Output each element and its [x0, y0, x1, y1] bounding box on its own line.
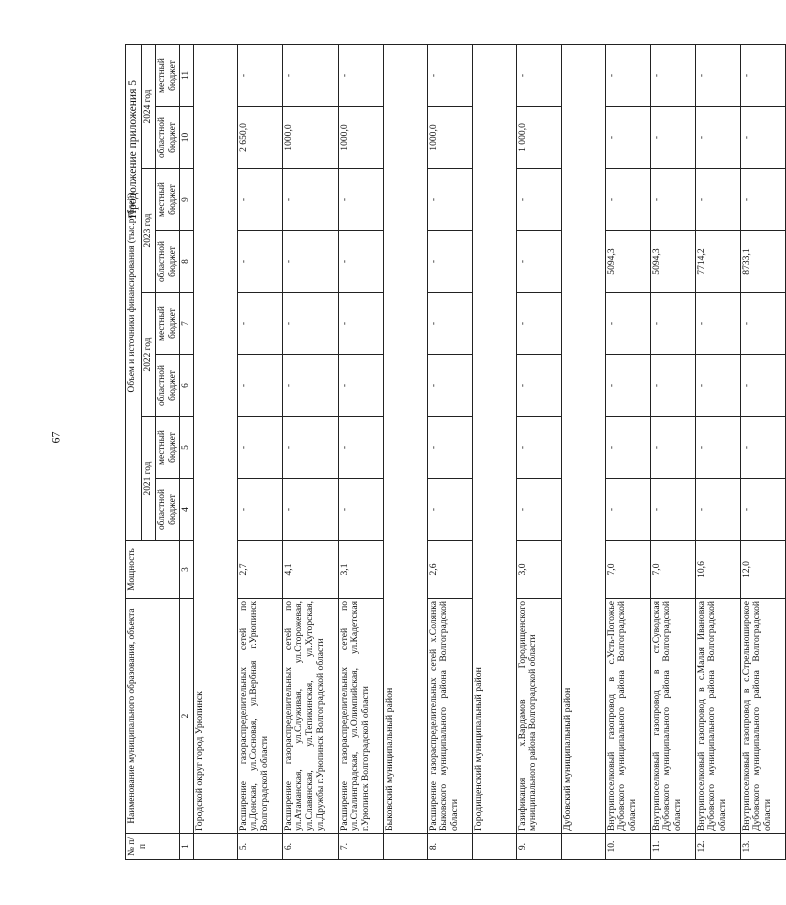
funding-value: -	[427, 355, 472, 417]
funding-value: -	[338, 479, 383, 541]
object-power: 12,0	[740, 541, 785, 599]
funding-value: -	[282, 417, 338, 479]
funding-value: 1000,0	[338, 107, 383, 169]
funding-value: -	[282, 293, 338, 355]
table-row	[338, 45, 383, 860]
column-number-row	[180, 45, 194, 860]
table-body	[126, 45, 786, 860]
object-power: 2,6	[427, 541, 472, 599]
funding-value: -	[237, 45, 282, 107]
row-number: 6.	[282, 834, 338, 860]
table-row	[650, 45, 695, 860]
section-row	[561, 45, 605, 860]
funding-value: -	[338, 417, 383, 479]
funding-value: -	[516, 45, 561, 107]
header-regional-2024: областной бюджет	[156, 107, 180, 169]
funding-value: -	[695, 417, 740, 479]
funding-value: -	[695, 169, 740, 231]
funding-value: -	[605, 479, 650, 541]
funding-value: 1000,0	[282, 107, 338, 169]
section-title: Быковский муниципальный район	[383, 45, 427, 834]
funding-value: -	[338, 293, 383, 355]
funding-value: -	[740, 169, 785, 231]
header-local-2021: местный бюджет	[156, 417, 180, 479]
funding-value: -	[605, 45, 650, 107]
funding-value: -	[740, 293, 785, 355]
funding-value: -	[427, 45, 472, 107]
funding-value: -	[237, 293, 282, 355]
funding-value: -	[740, 45, 785, 107]
header-regional-2023: областной бюджет	[156, 231, 180, 293]
funding-value: -	[427, 479, 472, 541]
funding-value: -	[650, 479, 695, 541]
funding-value: -	[605, 107, 650, 169]
column-number: 11	[180, 45, 194, 107]
funding-table	[125, 44, 786, 860]
funding-value: -	[282, 169, 338, 231]
funding-value: -	[427, 293, 472, 355]
funding-value: -	[516, 417, 561, 479]
section-row	[383, 45, 427, 860]
funding-value: -	[282, 45, 338, 107]
funding-value: -	[427, 417, 472, 479]
funding-value: -	[650, 417, 695, 479]
funding-value: -	[338, 169, 383, 231]
table-row	[427, 45, 472, 860]
object-name: Расширение газораспределительных сетей по ул.Донская, ул.Сосновая, ул.Вербная г.Урюпинск Волгоградской области	[237, 599, 282, 834]
funding-value: -	[237, 417, 282, 479]
row-number: 7.	[338, 834, 383, 860]
column-number: 4	[180, 479, 194, 541]
table-row	[740, 45, 785, 860]
funding-value: -	[427, 169, 472, 231]
object-name: Расширение газораспределительных сетей х.Солянка Быковского муниципального района Волгоградской области	[427, 599, 472, 834]
object-name: Внутрипоселковый газопровод в с.Малая Ивановка Дубовского муниципального района Волгоградской области	[695, 599, 740, 834]
page-number: 67	[48, 431, 63, 444]
object-power: 2,7	[237, 541, 282, 599]
column-number: 10	[180, 107, 194, 169]
section-title: Городской округ город Урюпинск	[193, 45, 237, 834]
column-number: 6	[180, 355, 194, 417]
row-number: 11.	[650, 834, 695, 860]
funding-value: 1 000,0	[516, 107, 561, 169]
column-number: 8	[180, 231, 194, 293]
funding-value: -	[338, 231, 383, 293]
funding-value: -	[282, 479, 338, 541]
header-regional-2022: областной бюджет	[156, 355, 180, 417]
header-year-2024: 2024 год	[142, 45, 156, 169]
column-number: 7	[180, 293, 194, 355]
column-number: 2	[180, 599, 194, 834]
object-name: Внутрипоселковый газопровод в с.Стрельноширокое Дубовского муниципального района Волгоградской области	[740, 599, 785, 834]
header-num: № п/п	[126, 834, 180, 860]
funding-value: -	[237, 169, 282, 231]
funding-value: 1000,0	[427, 107, 472, 169]
header-year-2021: 2021 год	[142, 417, 156, 541]
funding-value: -	[427, 231, 472, 293]
funding-value: 7714,2	[695, 231, 740, 293]
funding-value: -	[695, 107, 740, 169]
row-number: 12.	[695, 834, 740, 860]
header-local-2024: местный бюджет	[156, 45, 180, 107]
header-local-2023: местный бюджет	[156, 169, 180, 231]
funding-value: -	[516, 479, 561, 541]
funding-value: -	[605, 293, 650, 355]
funding-value: -	[516, 355, 561, 417]
funding-value: 5094,3	[605, 231, 650, 293]
funding-value: -	[516, 293, 561, 355]
section-row	[193, 45, 237, 860]
object-power: 10,6	[695, 541, 740, 599]
funding-value: -	[740, 107, 785, 169]
row-number: 13.	[740, 834, 785, 860]
table-row	[237, 45, 282, 860]
funding-value: -	[695, 293, 740, 355]
funding-value: -	[695, 45, 740, 107]
funding-value: -	[740, 479, 785, 541]
funding-value: -	[650, 107, 695, 169]
column-number: 1	[180, 834, 194, 860]
row-number: 9.	[516, 834, 561, 860]
funding-value: -	[605, 417, 650, 479]
funding-value: -	[605, 355, 650, 417]
header-name: Наименование муниципального образования, объекта	[126, 599, 180, 834]
funding-value: -	[237, 231, 282, 293]
funding-value: 8733,1	[740, 231, 785, 293]
object-name: Расширение газораспределительных сетей по ул.Сталинградская, ул.Олимпийская, ул.Кадетская г.Урюпинск Волгоградской области	[338, 599, 383, 834]
object-power: 3,0	[516, 541, 561, 599]
row-number: 8.	[427, 834, 472, 860]
table-row	[605, 45, 650, 860]
object-power: 7,0	[605, 541, 650, 599]
object-name: Внутрипоселковый газопровод в с.Усть-Погожье Дубовского муниципального района Волгоградской области	[605, 599, 650, 834]
section-title: Городищенский муниципальный район	[472, 45, 516, 834]
section-row	[472, 45, 516, 860]
object-name: Газификация х.Вардамов Городищенского муниципального района Волгоградской области	[516, 599, 561, 834]
funding-value: -	[282, 355, 338, 417]
funding-value: -	[237, 479, 282, 541]
funding-value: -	[338, 45, 383, 107]
funding-value: -	[740, 355, 785, 417]
funding-value: -	[650, 169, 695, 231]
section-num-cell	[383, 834, 427, 860]
row-number: 10.	[605, 834, 650, 860]
funding-value: -	[650, 45, 695, 107]
header-funding-group: Объем и источники финансирования (тыс.рублей)	[126, 45, 142, 541]
funding-value: -	[282, 231, 338, 293]
funding-value: -	[740, 417, 785, 479]
funding-value: -	[516, 169, 561, 231]
header-regional-2021: областной бюджет	[156, 479, 180, 541]
funding-value: -	[650, 293, 695, 355]
object-power: 7,0	[650, 541, 695, 599]
section-num-cell	[472, 834, 516, 860]
object-power: 4,1	[282, 541, 338, 599]
section-title: Дубовский муниципальный район	[561, 45, 605, 834]
section-num-cell	[193, 834, 237, 860]
table-row	[516, 45, 561, 860]
header-local-2022: местный бюджет	[156, 293, 180, 355]
table-row	[695, 45, 740, 860]
funding-value: -	[650, 355, 695, 417]
section-num-cell	[561, 834, 605, 860]
header-power: Мощность	[126, 541, 180, 599]
funding-value: 5094,3	[650, 231, 695, 293]
funding-value: -	[605, 169, 650, 231]
header-year-2023: 2023 год	[142, 169, 156, 293]
appendix-title: Продолжение приложения 5	[127, 80, 139, 219]
table-row	[282, 45, 338, 860]
object-power: 3,1	[338, 541, 383, 599]
object-name: Внутрипоселковый газопровод в ст.Суводская Дубовского муниципального района Волгоградской области	[650, 599, 695, 834]
funding-value: 2 650,0	[237, 107, 282, 169]
funding-value: -	[695, 355, 740, 417]
funding-value: -	[338, 355, 383, 417]
funding-value: -	[237, 355, 282, 417]
rotated-table-wrapper	[125, 45, 774, 860]
column-number: 5	[180, 417, 194, 479]
funding-value: -	[516, 231, 561, 293]
column-number: 9	[180, 169, 194, 231]
row-number: 5.	[237, 834, 282, 860]
object-name: Расширение газораспределительных сетей по ул.Атаманская, ул.Служивая, ул.Сторожевая, ул.Славянская, ул.Тепикинская, ул.Хуторская, ул.Дружбы г.Урюпинск Волгоградской области	[282, 599, 338, 834]
column-number: 3	[180, 541, 194, 599]
funding-value: -	[695, 479, 740, 541]
header-year-2022: 2022 год	[142, 293, 156, 417]
